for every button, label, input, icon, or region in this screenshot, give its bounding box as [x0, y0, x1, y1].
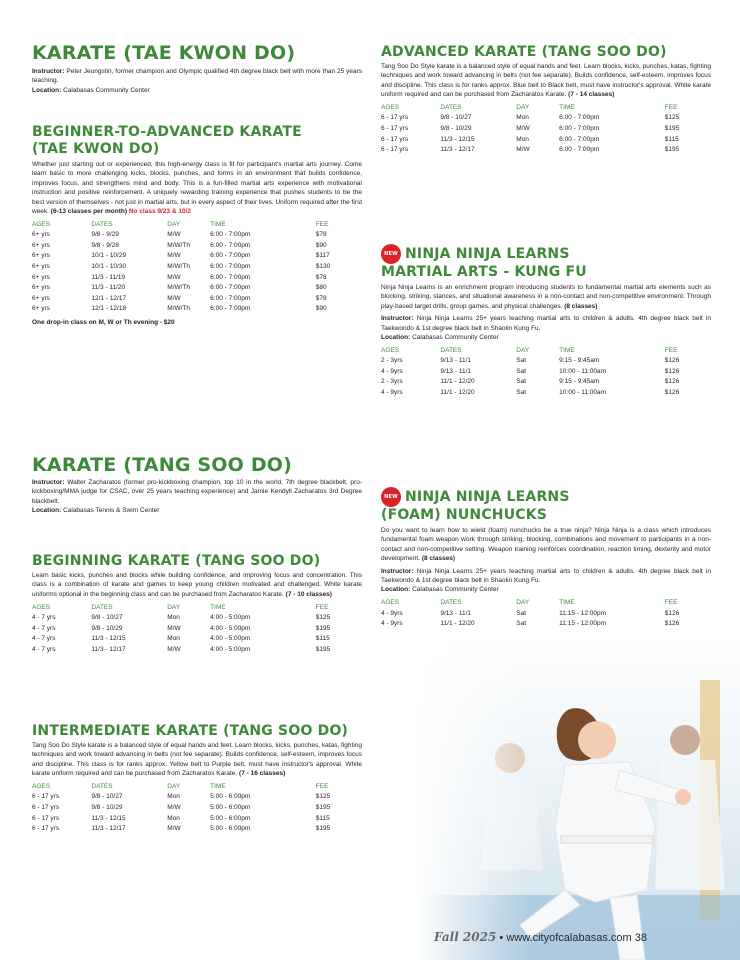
table-row	[32, 261, 362, 272]
ages-cell: 6+ yrs	[32, 252, 50, 260]
section-title: KARATE (TANG SOO DO)	[32, 454, 293, 476]
day-cell: Mon	[516, 114, 529, 122]
time-cell: 10:00 - 11:00am	[559, 389, 607, 397]
fee-cell: $130	[315, 263, 331, 271]
time-cell: 5:00 - 6:00pm	[210, 825, 251, 833]
table-row	[32, 282, 362, 293]
fee-cell: $115	[315, 635, 330, 643]
day-cell: Sat	[516, 609, 527, 617]
time-cell: 6:00 - 7:00pm	[559, 146, 600, 154]
drop-in-note: One drop-in class on M, W or Th evening - $20	[32, 319, 175, 327]
fee-cell: $195	[315, 804, 331, 812]
section-title: KARATE (TAE KWON DO)	[32, 42, 296, 64]
table-row	[381, 618, 711, 629]
season-label: Fall 2025	[434, 930, 497, 944]
fee-cell: $125	[315, 614, 331, 622]
time-cell: 4:00 - 5:00pm	[210, 614, 251, 622]
section-title: BEGINNER-TO-ADVANCED KARATE (TAE KWON DO)	[32, 124, 302, 157]
section-title: INTERMEDIATE KARATE (TANG SOO DO)	[32, 723, 349, 739]
location-info: Location: Calabasas Community Center	[32, 86, 150, 94]
dates-cell: 11/1 - 12/20	[440, 389, 475, 397]
class-description: Ninja Ninja Learns is an enrichment program introducing students to fundamental martial arts elements such as blocking, striking, stances, and situational awareness in a non-contact and non-competitive environment. Through play-based target drills, group games, and physical challenges. (8 classes)	[381, 284, 711, 310]
day-cell: M/W/Th	[167, 305, 191, 313]
class-description: Learn basic kicks, punches and blocks while building confidence, and improving focus and concentration. This class is a combination of karate and games to keep young children motivated and challenged. White karate uniforms optional in the beginning class and can be purchased from Zacharatos Karate. (7 - 10 classes)	[32, 572, 362, 598]
time-cell: 6:00 - 7:00pm	[210, 252, 251, 260]
dates-cell: 9/8 - 9/28	[91, 241, 119, 249]
fee-cell: $125	[664, 114, 680, 122]
ages-cell: 4 - 7 yrs	[32, 624, 56, 632]
dates-cell: 9/8 - 10/27	[91, 793, 123, 801]
day-cell: Sat	[516, 389, 527, 397]
fee-cell: $195	[315, 645, 331, 653]
dates-cell: 11/3 - 12/15	[91, 814, 126, 822]
fee-cell: $90	[315, 305, 327, 313]
day-cell: M/W	[516, 125, 530, 133]
table-header-row: AGES DATES DAY TIME FEE	[381, 104, 678, 112]
dates-cell: 10/1 - 10/30	[91, 263, 127, 271]
day-cell: Sat	[516, 367, 527, 375]
section-beginner-advanced	[32, 124, 362, 328]
ages-cell: 6+ yrs	[32, 231, 50, 239]
section-tang-soo-do	[32, 454, 362, 516]
day-cell: M/W	[167, 825, 181, 833]
table-row	[32, 813, 362, 824]
table-row	[32, 251, 362, 262]
photo-illustration	[415, 640, 740, 960]
time-cell: 6:00 - 7:00pm	[210, 294, 251, 302]
fee-cell: $115	[664, 135, 679, 143]
fee-cell: $78	[315, 273, 327, 281]
location-info: Location: Calabasas Community Center	[381, 586, 499, 594]
section-advanced-tsd	[381, 44, 711, 155]
ages-cell: 4 - 7 yrs	[32, 645, 56, 653]
time-cell: 6:00 - 7:00pm	[210, 273, 251, 281]
day-cell: M/W	[167, 804, 181, 812]
table-row	[381, 377, 711, 388]
day-cell: M/W	[516, 146, 530, 154]
ages-cell: 4 - 9yrs	[381, 609, 403, 617]
fee-cell: $117	[315, 252, 330, 260]
day-cell: M/W/Th	[167, 241, 191, 249]
dates-cell: 9/8 - 10/29	[91, 804, 123, 812]
dates-cell: 9/8 - 10/29	[440, 125, 472, 133]
class-description: Tang Soo Do Style karate is a balanced style of equal hands and feet. Learn blocks, kicks, punches, katas, fighting techniques and work toward advancing in belts (not fee separate). Builds confidence, self-esteem, improves focus and discipline. This class is for ranks approx. Blue belt to Black belt, must have instructor's approval. White karate uniform required and can be purchased from Zacharatos Karate. (7 - 14 classes)	[381, 63, 711, 99]
table-row	[32, 304, 362, 315]
schedule-table	[381, 103, 711, 155]
new-badge: NEW	[381, 487, 401, 507]
day-cell: M/W	[167, 624, 181, 632]
schedule-table	[32, 602, 362, 654]
table-row	[32, 623, 362, 634]
section-title: NEW NINJA NINJA LEARNS MARTIAL ARTS - KUNG FU	[381, 246, 587, 280]
dates-cell: 11/3 - 12/15	[440, 135, 475, 143]
ages-cell: 2 - 3yrs	[381, 378, 403, 386]
ages-cell: 6+ yrs	[32, 305, 50, 313]
dates-cell: 11/1 - 12/20	[440, 378, 475, 386]
section-beginning-tsd	[32, 553, 362, 655]
class-description: Whether just starting out or experienced, this high-energy class is fit for participant's martial arts journey. Come learn basic to more challenging kicks, blocks, punches, and forms in an environment that builds confidence, improves focus, and strengthens mind and body. This is a fun-filled martial arts experience with motivational instruction and positive reinforcement. A uniquely rewarding training experience that pushes students to be the best version of themselves - not just in martial arts, but in every aspect of their lives. Uniform required after the first week. (6-13 classes per month) No class 9/23 & 10/2	[32, 161, 362, 216]
time-cell: 9:15 - 9:45am	[559, 357, 600, 365]
time-cell: 6:00 - 7:00pm	[210, 241, 251, 249]
table-row	[32, 792, 362, 803]
day-cell: M/W/Th	[167, 284, 191, 292]
day-cell: Mon	[167, 793, 180, 801]
page-footer	[434, 930, 647, 944]
fee-cell: $78	[315, 231, 327, 239]
day-cell: Mon	[167, 614, 180, 622]
time-cell: 5:00 - 6:00pm	[210, 814, 251, 822]
day-cell: M/W/Th	[167, 263, 191, 271]
karate-kids-photo	[415, 640, 740, 960]
ages-cell: 6 - 17 yrs	[381, 146, 409, 154]
table-row	[32, 802, 362, 813]
day-cell: Sat	[516, 378, 527, 386]
instructor-info: Instructor: Walter Zacharatos (former pro-kickboxing champion, top 10 in the world, 7th degree blackbelt, pro-kickboxing/MMA judge for CSAC, over 25 years teaching experience) and Jamie Kendyll Zacharatos 3rd Degree blackbelt.	[32, 479, 362, 505]
fee-cell: $125	[315, 793, 331, 801]
table-row	[32, 823, 362, 834]
time-cell: 4:00 - 5:00pm	[210, 624, 251, 632]
dates-cell: 10/1 - 10/29	[91, 252, 127, 260]
time-cell: 6:00 - 7:00pm	[210, 231, 251, 239]
fee-cell: $126	[664, 357, 680, 365]
instructor-info: Instructor: Ninja Ninja Learns 25+ years teaching martial arts to children & adults. 4th degree black belt in Taekwondo & 1st degree black belt in Shaolin Kung Fu.	[381, 567, 712, 585]
time-cell: 5:00 - 6:00pm	[210, 804, 251, 812]
day-cell: M/W	[167, 645, 181, 653]
table-header-row: AGES DATES DAY TIME FEE	[32, 220, 329, 228]
ages-cell: 6 - 17 yrs	[32, 793, 60, 801]
table-header-row: AGES DATES DAY TIME FEE	[32, 783, 329, 791]
ages-cell: 6+ yrs	[32, 294, 50, 302]
location-info: Location: Calabasas Community Center	[381, 334, 499, 342]
fee-cell: $195	[664, 125, 680, 133]
time-cell: 4:00 - 5:00pm	[210, 645, 251, 653]
table-row	[32, 612, 362, 623]
table-row	[32, 229, 362, 240]
table-row	[381, 134, 711, 145]
table-header-row: AGES DATES DAY TIME FEE	[32, 603, 329, 611]
website-url[interactable]: www.cityofcalabasas.com	[506, 932, 632, 944]
class-description: Tang Soo Do Style karate is a balanced style of equal hands and feet. Learn blocks, kicks, punches, katas, fighting techniques and work toward advancing in belts (not fee separate). Builds confidence, self-esteem, improves focus and discipline. This class is for ranks approx. Yellow belt to Purple belt, must have instructor's approval. White karate uniform required and can be purchased from Zacharatos Karate. (7 - 16 classes)	[32, 742, 362, 778]
ages-cell: 4 - 9yrs	[381, 389, 403, 397]
day-cell: M/W	[167, 252, 181, 260]
dates-cell: 9/13 - 11/1	[440, 367, 471, 375]
dates-cell: 9/13 - 11/1	[440, 357, 471, 365]
section-tae-kwon-do	[32, 42, 362, 95]
table-row	[32, 644, 362, 655]
time-cell: 4:00 - 5:00pm	[210, 635, 251, 643]
section-title: ADVANCED KARATE (TANG SOO DO)	[381, 44, 667, 60]
time-cell: 10:00 - 11:00am	[559, 367, 607, 375]
day-cell: Mon	[516, 135, 529, 143]
ages-cell: 4 - 7 yrs	[32, 614, 56, 622]
ages-cell: 4 - 7 yrs	[32, 635, 56, 643]
ages-cell: 6+ yrs	[32, 284, 50, 292]
ages-cell: 6 - 17 yrs	[32, 804, 60, 812]
table-row	[381, 366, 711, 377]
ages-cell: 4 - 9yrs	[381, 620, 403, 628]
dates-cell: 11/3 - 11/19	[91, 273, 126, 281]
time-cell: 6:00 - 7:00pm	[559, 125, 600, 133]
day-cell: Mon	[167, 814, 180, 822]
instructor-info: Instructor: Ninja Ninja Learns 25+ years teaching martial arts to children & adults. 4th degree black belt in Taekwondo & 1st degree black belt in Shaolin Kung Fu.	[381, 315, 712, 332]
table-row	[32, 633, 362, 644]
ages-cell: 6+ yrs	[32, 263, 50, 271]
time-cell: 6:00 - 7:00pm	[210, 305, 251, 313]
section-ninja-kung-fu	[381, 244, 711, 398]
dates-cell: 11/3 - 12/15	[91, 635, 126, 643]
time-cell: 11:15 - 12:00pm	[559, 620, 607, 628]
schedule-table	[381, 598, 711, 629]
day-cell: M/W	[167, 231, 181, 239]
day-cell: Sat	[516, 620, 527, 628]
ages-cell: 2 - 3yrs	[381, 357, 403, 365]
ages-cell: 6 - 17 yrs	[381, 125, 409, 133]
fee-cell: $195	[315, 624, 331, 632]
schedule-table	[32, 219, 362, 314]
time-cell: 6:00 - 7:00pm	[559, 114, 600, 122]
day-cell: Mon	[167, 635, 180, 643]
schedule-table	[381, 345, 711, 397]
ages-cell: 6 - 17 yrs	[381, 135, 409, 143]
time-cell: 5:00 - 6:00pm	[210, 793, 251, 801]
table-row	[381, 355, 711, 366]
new-badge: NEW	[381, 244, 401, 264]
footer-bullet: •	[499, 932, 504, 944]
ages-cell: 6 - 17 yrs	[381, 114, 409, 122]
table-row	[32, 240, 362, 251]
ages-cell: 6 - 17 yrs	[32, 825, 60, 833]
day-cell: M/W	[167, 273, 181, 281]
instructor-info: Instructor: Peter Jeungstin, former champion and Olympic qualified 4th degree black belt with more than 25 years teaching.	[32, 68, 363, 85]
schedule-table	[32, 782, 362, 834]
dates-cell: 11/3 - 11/20	[91, 284, 126, 292]
day-cell: Sat	[516, 357, 527, 365]
table-header-row: AGES DATES DAY TIME FEE	[381, 599, 678, 607]
fee-cell: $78	[315, 294, 327, 302]
section-intermediate-tsd	[32, 723, 362, 834]
fee-cell: $126	[664, 389, 680, 397]
dates-cell: 9/8 - 9/29	[91, 231, 119, 239]
table-row	[381, 123, 711, 134]
dates-cell: 9/13 - 11/1	[440, 609, 471, 617]
table-header-row: AGES DATES DAY TIME FEE	[381, 346, 678, 354]
section-ninja-nunchucks	[381, 487, 711, 629]
time-cell: 6:00 - 7:00pm	[559, 135, 600, 143]
time-cell: 6:00 - 7:00pm	[210, 284, 251, 292]
page-number: 38	[634, 932, 647, 944]
fee-cell: $126	[664, 378, 680, 386]
table-row	[381, 387, 711, 398]
dates-cell: 12/1 - 12/18	[91, 305, 127, 313]
dates-cell: 9/8 - 10/27	[440, 114, 472, 122]
fee-cell: $126	[664, 367, 680, 375]
ages-cell: 6+ yrs	[32, 273, 50, 281]
fee-cell: $195	[315, 825, 331, 833]
time-cell: 11:15 - 12:00pm	[559, 609, 607, 617]
fee-cell: $126	[664, 609, 680, 617]
table-row	[32, 272, 362, 283]
dates-cell: 9/8 - 10/27	[91, 614, 123, 622]
dates-cell: 11/3 - 12/17	[91, 645, 126, 653]
ages-cell: 4 - 9yrs	[381, 367, 403, 375]
section-title: NEW NINJA NINJA LEARNS (FOAM) NUNCHUCKS	[381, 489, 570, 523]
dates-cell: 11/3 - 12/17	[440, 146, 475, 154]
ages-cell: 6 - 17 yrs	[32, 814, 60, 822]
table-row	[381, 113, 711, 124]
ages-cell: 6+ yrs	[32, 241, 50, 249]
day-cell: M/W	[167, 294, 181, 302]
section-title: BEGINNING KARATE (TANG SOO DO)	[32, 553, 321, 569]
dates-cell: 9/8 - 10/29	[91, 624, 123, 632]
time-cell: 6:00 - 7:00pm	[210, 263, 251, 271]
fee-cell: $90	[315, 241, 327, 249]
table-row	[32, 293, 362, 304]
fee-cell: $80	[315, 284, 327, 292]
dates-cell: 11/1 - 12/20	[440, 620, 475, 628]
dates-cell: 11/3 - 12/17	[91, 825, 126, 833]
dates-cell: 12/1 - 12/17	[91, 294, 127, 302]
fee-cell: $195	[664, 146, 680, 154]
class-description: Do you want to learn how to wield (foam) nunchucks be a true ninja? Ninja Ninja is a class which introduces fundamental foam weapon work through striking, blocking, combinations and movement to participants in a non-contact and non-competitive setting. Weapon training reinforces coordination, reaction timing, dexterity and motor development. (8 classes)	[381, 527, 711, 563]
location-info: Location: Calabasas Tennis & Swim Center	[32, 507, 160, 515]
fee-cell: $126	[664, 620, 680, 628]
fee-cell: $115	[315, 814, 330, 822]
time-cell: 9:15 - 9:45am	[559, 378, 600, 386]
table-row	[381, 144, 711, 155]
table-row	[381, 608, 711, 619]
